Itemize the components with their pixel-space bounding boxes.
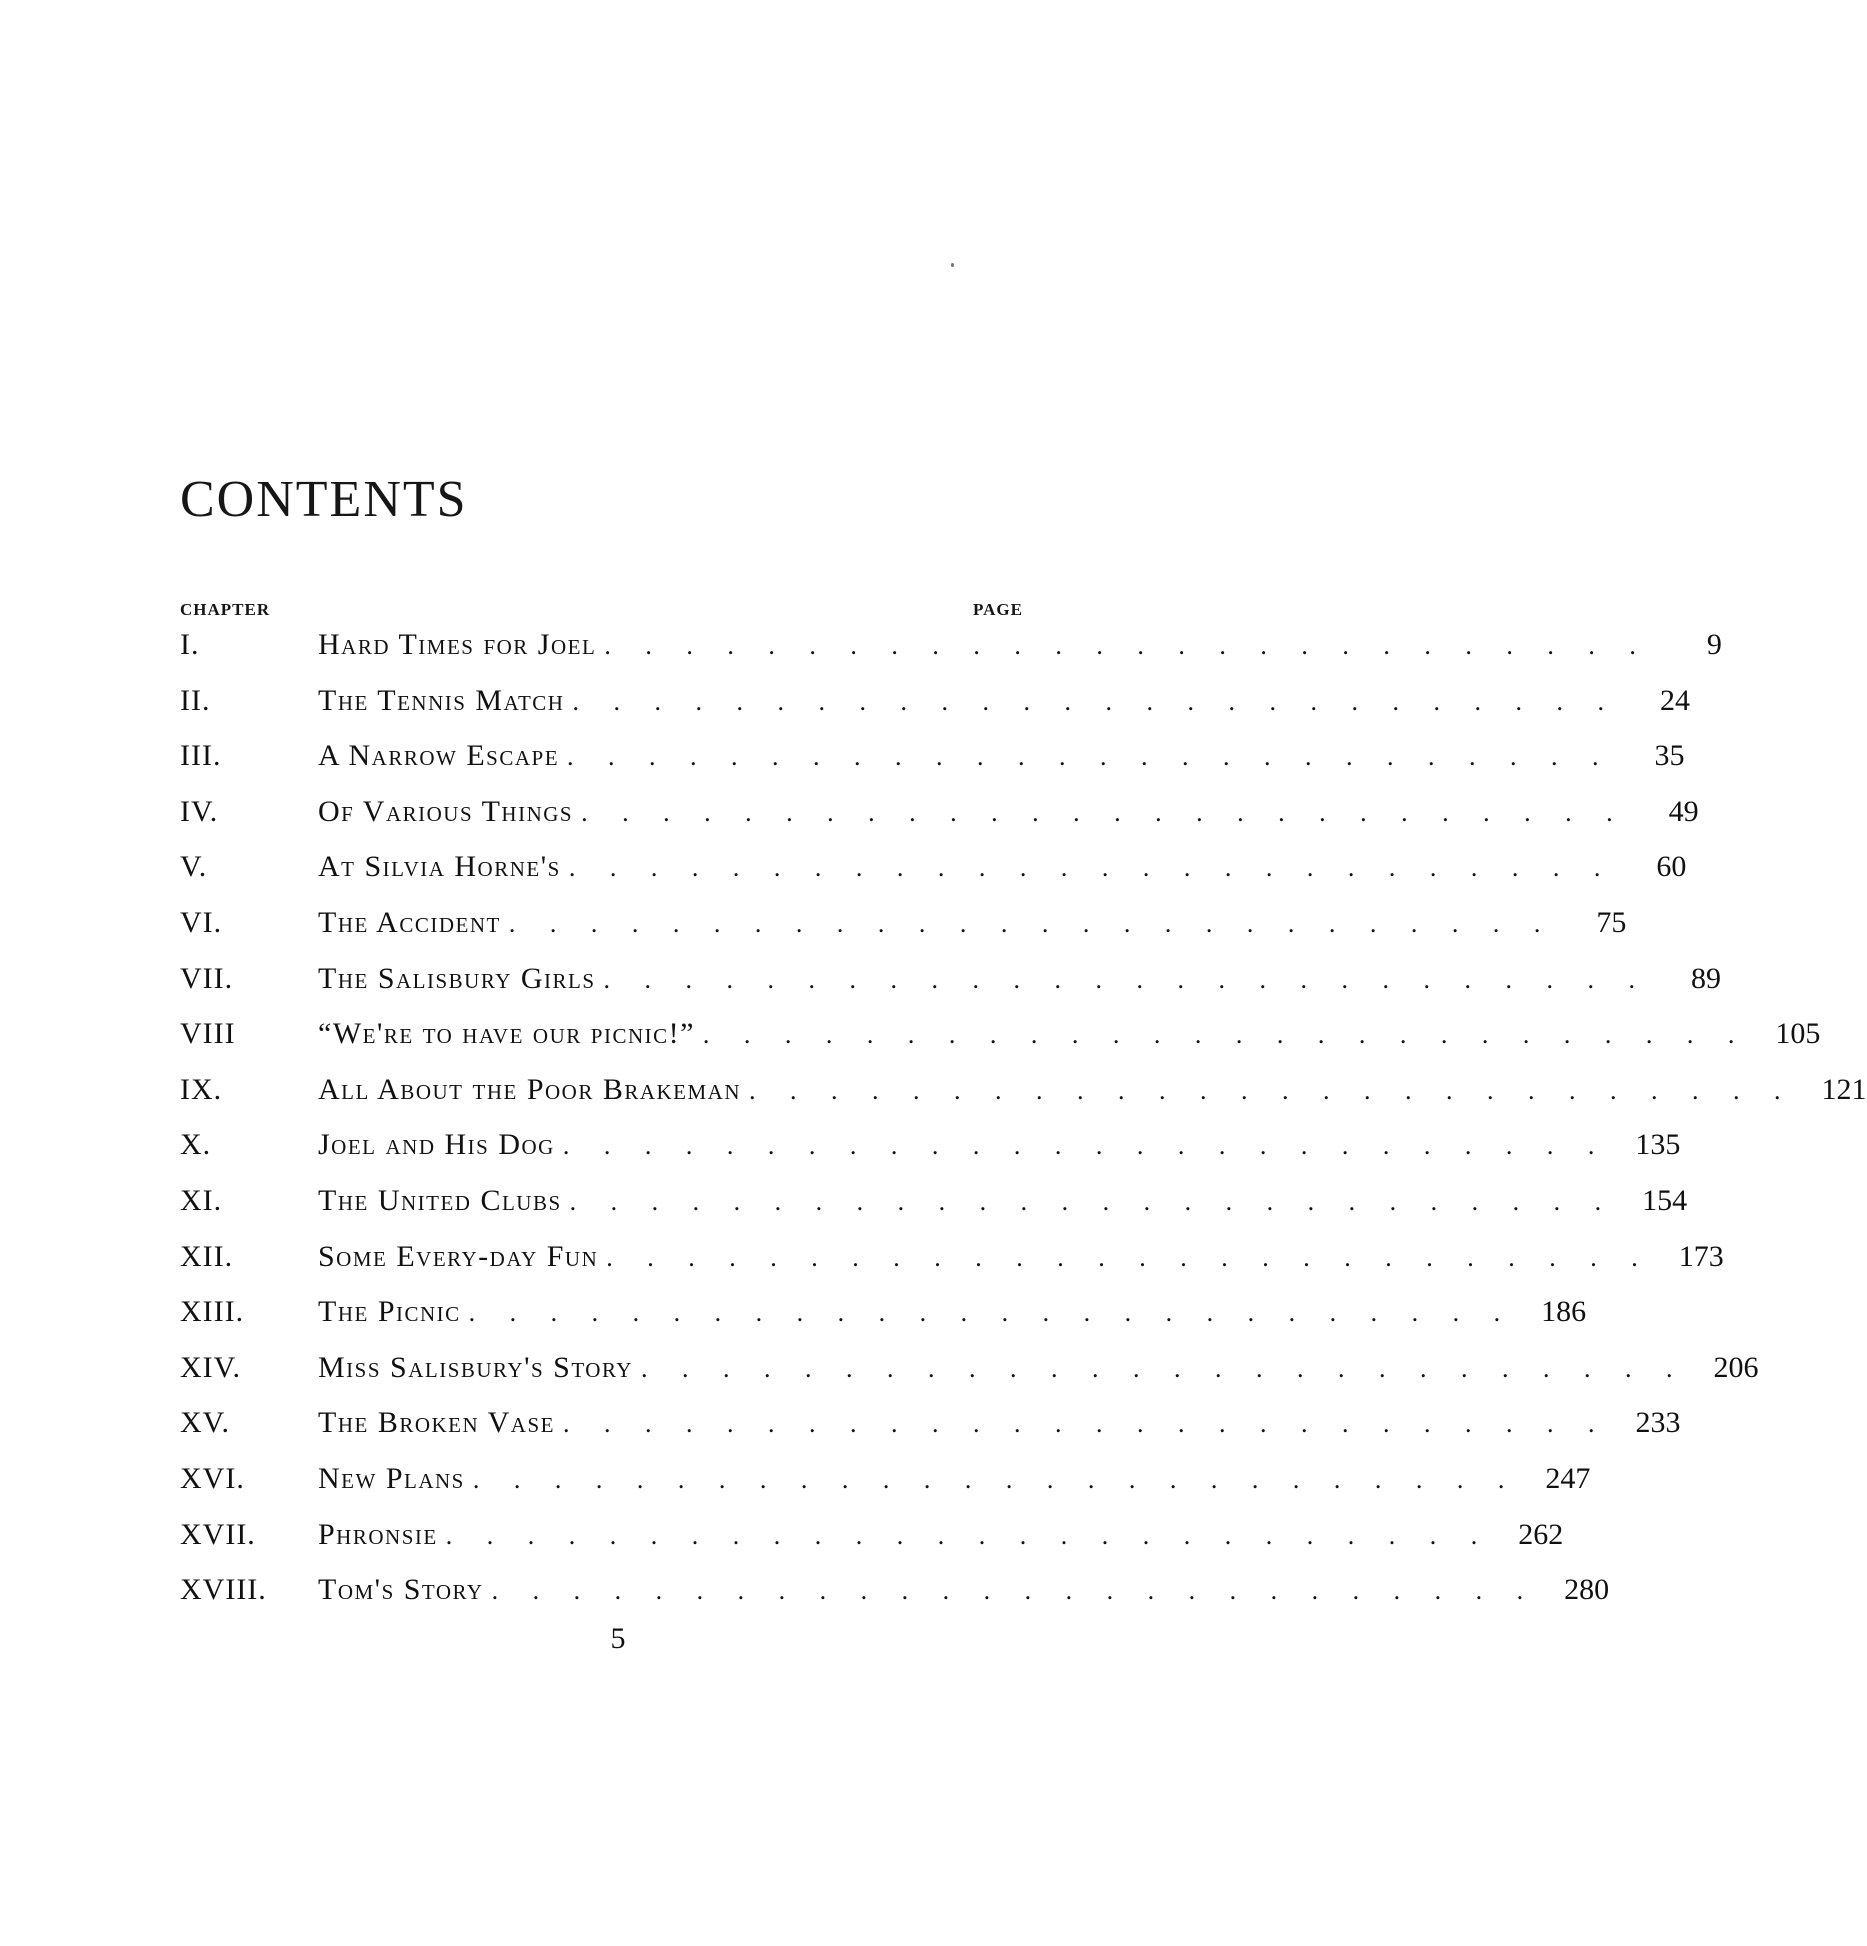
toc-entry (180, 794, 1699, 851)
chapter-title: New Plans (318, 1461, 465, 1495)
dot-leader: . . . . . . . . . . . . . . . . . . . . . . . . . . (572, 686, 1618, 716)
chapter-title: At Silvia Horne's (318, 850, 561, 884)
toc-entry (180, 1072, 1867, 1129)
chapter-title: Hard Times for Joel (318, 628, 597, 661)
chapter-page-number: 60 (1656, 850, 1687, 884)
toc-entry (180, 850, 1687, 906)
dot-leader: . . . . . . . . . . . . . . . . . . . . . . . . . . (562, 1131, 1609, 1161)
dot-leader: . . . . . . . . . . . . . . . . . . . . . . . . . . (445, 1520, 1492, 1550)
page-column-header: PAGE (973, 600, 1023, 619)
dot-leader: . . . . . . . . . . . . . . . . . . . . . . . . . . (468, 1298, 1515, 1328)
chapter-title: Tom's Story (318, 1573, 484, 1607)
chapter-page-number: 206 (1713, 1350, 1759, 1384)
chapter-title: Miss Salisbury's Story (318, 1350, 633, 1384)
dot-leader: . . . . . . . . . . . . . . . . . . . . . . . . . . (491, 1576, 1538, 1606)
toc-entry (180, 1461, 1591, 1518)
chapter-title: The Accident (318, 905, 501, 939)
chapter-number: XIII. (180, 1295, 245, 1329)
chapter-title: “We're to have our picnic!” (318, 1017, 695, 1051)
chapter-page-number: 135 (1635, 1128, 1681, 1162)
chapter-number: XVII. (180, 1517, 256, 1551)
chapter-title: Some Every-day Fun (318, 1239, 599, 1273)
chapter-number: XVIII. (180, 1573, 267, 1607)
toc-entry (180, 1239, 1724, 1296)
dot-leader: . . . . . . . . . . . . . . . . . . . . . . . . . . (640, 1353, 1687, 1383)
table-of-contents (180, 628, 1867, 1629)
toc-entry (180, 1573, 1610, 1629)
toc-entry (180, 1517, 1564, 1574)
chapter-page-number: 35 (1654, 739, 1685, 773)
chapter-page-number: 121 (1821, 1072, 1867, 1106)
chapter-page-number: 262 (1518, 1517, 1564, 1551)
chapter-title: The Salisbury Girls (318, 961, 596, 995)
chapter-title: The Picnic (318, 1295, 461, 1329)
chapter-column-header: CHAPTER (180, 600, 271, 619)
chapter-title: All About the Poor Brakeman (318, 1072, 742, 1106)
dot-leader: . . . . . . . . . . . . . . . . . . . . . . . . . . (603, 964, 1650, 994)
chapter-number: XIV. (180, 1350, 241, 1384)
chapter-title: Joel and His Dog (318, 1128, 555, 1162)
page-title: CONTENTS (180, 471, 468, 528)
dot-leader: . . . . . . . . . . . . . . . . . . . . . . . . . . (702, 1020, 1749, 1050)
toc-entry (180, 1017, 1821, 1073)
chapter-number: X. (180, 1128, 212, 1162)
dot-leader: . . . . . . . . . . . . . . . . . . . . . . . . . . (508, 908, 1555, 938)
toc-entry (180, 1128, 1681, 1184)
chapter-page-number: 173 (1678, 1239, 1724, 1273)
chapter-number: VI. (180, 905, 223, 939)
toc-entry (180, 683, 1690, 740)
chapter-number: III. (180, 739, 222, 773)
chapter-title: A Narrow Escape (318, 739, 560, 773)
dot-leader: . . . . . . . . . . . . . . . . . . . . . . . . . . (569, 1186, 1616, 1216)
chapter-number: XI. (180, 1183, 223, 1217)
chapter-number: II. (180, 683, 211, 717)
chapter-page-number: 9 (1706, 628, 1722, 661)
dot-leader: . . . . . . . . . . . . . . . . . . . . . . . . . . (562, 1409, 1609, 1439)
dot-leader: . . . . . . . . . . . . . . . . . . . . . . . . . . (472, 1464, 1519, 1494)
dot-leader: . . . . . . . . . . . . . . . . . . . . . . . . . . (581, 797, 1627, 827)
chapter-number: VII. (180, 961, 234, 995)
toc-entry (180, 628, 1722, 684)
chapter-number: XVI. (180, 1461, 245, 1495)
dot-leader: . . . . . . . . . . . . . . . . . . . . . . . . . . (606, 1242, 1652, 1272)
dot-leader: . . . . . . . . . . . . . . . . . . . . . . . . . . (568, 853, 1615, 883)
chapter-page-number: 247 (1545, 1461, 1591, 1495)
chapter-title: The United Clubs (318, 1183, 562, 1217)
dot-leader: . . . . . . . . . . . . . . . . . . . . . . . . . . (749, 1075, 1795, 1105)
toc-entry (180, 905, 1627, 962)
chapter-title: Of Various Things (318, 794, 574, 828)
dot-leader: . . . . . . . . . . . . . . . . . . . . . . . . . . (567, 742, 1613, 772)
toc-entry (180, 1295, 1587, 1351)
toc-entry (180, 739, 1685, 795)
chapter-page-number: 233 (1635, 1406, 1681, 1440)
chapter-page-number: 105 (1775, 1017, 1821, 1051)
toc-entry (180, 961, 1722, 1018)
chapter-page-number: 24 (1659, 683, 1690, 717)
chapter-number: XV. (180, 1406, 230, 1440)
chapter-number: IV. (180, 794, 219, 828)
toc-entry (180, 1350, 1759, 1407)
chapter-page-number: 49 (1668, 794, 1699, 828)
chapter-number: VIII (180, 1017, 236, 1051)
chapter-number: XII. (180, 1239, 234, 1273)
chapter-title: The Broken Vase (318, 1406, 555, 1440)
chapter-page-number: 186 (1541, 1295, 1587, 1329)
chapter-page-number: 75 (1596, 905, 1627, 939)
chapter-title: The Tennis Match (318, 683, 565, 717)
toc-entry (180, 1183, 1688, 1240)
chapter-number: V. (180, 850, 208, 884)
chapter-number: I. (180, 628, 200, 661)
page-number: 5 (610, 1622, 626, 1655)
chapter-title: Phronsie (318, 1517, 438, 1551)
toc-entry (180, 1406, 1681, 1462)
chapter-number: IX. (180, 1072, 223, 1106)
chapter-page-number: 89 (1691, 961, 1722, 995)
chapter-page-number: 154 (1642, 1183, 1688, 1217)
paper-speck (951, 263, 954, 267)
chapter-page-number: 280 (1564, 1573, 1610, 1607)
dot-leader: . . . . . . . . . . . . . . . . . . . . . . . . . . (604, 631, 1650, 660)
